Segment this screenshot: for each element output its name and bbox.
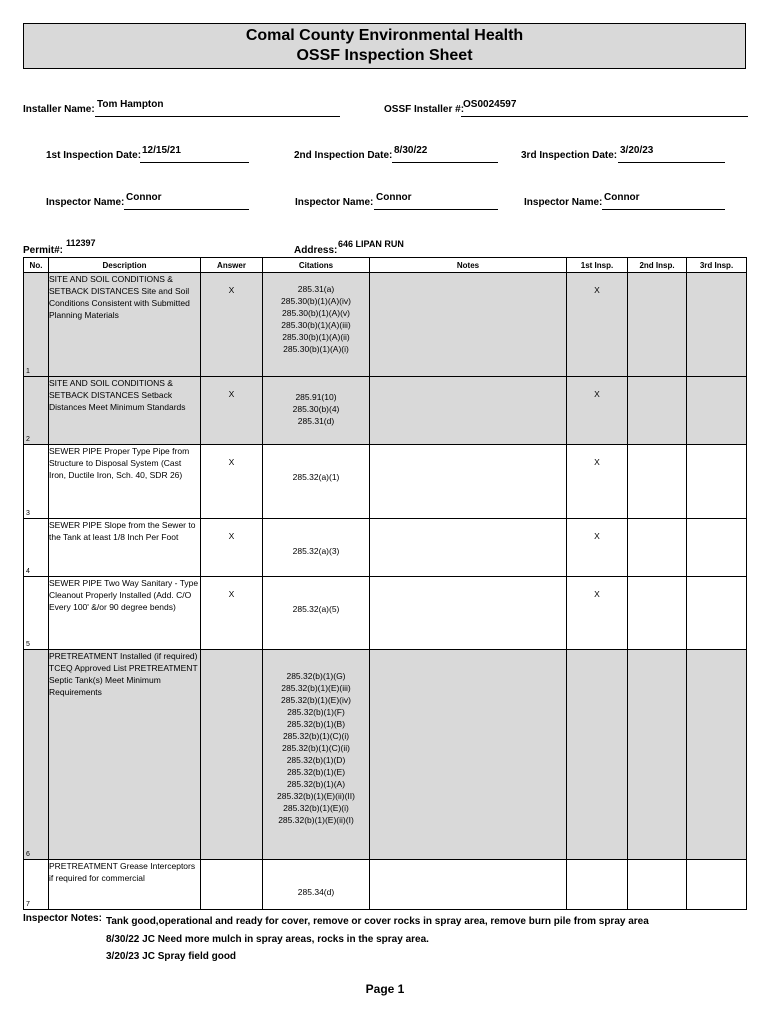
citation: 285.32(b)(1)(E) [286,767,346,777]
notes-cell[interactable] [370,445,567,519]
installer-number-value[interactable]: OS0024597 [463,99,517,110]
citations-cell [263,445,370,519]
inspector-note-line[interactable]: Tank good,operational and ready for cover, remove or cover rocks in spray area, remove burn pile from spray area [106,916,649,927]
citation: 285.30(b)(1)(A)(v) [281,308,351,318]
citation: 285.32(b)(1)(D) [286,755,346,765]
insp3-inspector-label: Inspector Name: [524,197,603,208]
citation: 285.32(a)(5) [292,604,340,614]
insp3-cell[interactable] [687,577,747,650]
row-number: 7 [26,901,30,908]
form-subtitle: OSSF Inspection Sheet [296,47,473,64]
citation: 285.91(10) [295,392,337,402]
table-row [24,577,747,650]
citation: 285.32(b)(1)(E)(ii)(II) [277,791,355,801]
answer-mark: X [228,285,235,295]
citation: 285.30(b)(4) [292,404,340,414]
answer-cell[interactable] [201,377,263,445]
insp3-date-underline [618,162,725,163]
answer-mark: X [228,389,235,399]
form-title-box [23,23,746,69]
insp3-date-label: 3rd Inspection Date: [521,150,618,161]
citation: 285.32(b)(1)(E)(i) [283,803,349,813]
insp2-date-value[interactable]: 8/30/22 [394,145,428,156]
insp2-cell[interactable] [628,273,687,377]
insp2-cell[interactable] [628,577,687,650]
insp2-inspector-label: Inspector Name: [295,197,374,208]
insp3-cell[interactable] [687,650,747,860]
citation: 285.30(b)(1)(A)(i) [283,344,349,354]
inspector-note-line[interactable]: 3/20/23 JC Spray field good [106,951,237,962]
answer-cell[interactable] [201,445,263,519]
description-cell: SEWER PIPE Slope from the Sewer to the Tank at least 1/8 Inch Per Foot [49,519,201,577]
insp1-cell[interactable] [567,650,628,860]
notes-cell[interactable] [370,650,567,860]
insp1-mark: X [594,589,600,599]
citation: 285.31(a) [297,284,335,294]
row-number: 1 [26,368,30,375]
inspection-table [23,257,747,910]
insp1-cell[interactable] [567,273,628,377]
citation: 285.32(b)(1)(E)(iv) [281,695,351,705]
citation: 285.30(b)(1)(A)(iii) [281,320,351,330]
table-row [24,273,747,377]
row-number-cell [24,273,49,377]
col-header-description: Description [49,258,201,273]
insp1-inspector-underline [124,209,249,210]
installer-name-label: Installer Name: [23,104,95,115]
installer-name-underline [95,116,340,117]
notes-cell[interactable] [370,377,567,445]
insp3-date-value[interactable]: 3/20/23 [620,145,654,156]
inspector-note-line[interactable]: 8/30/22 JC Need more mulch in spray areas, rocks in the spray area. [106,934,429,945]
permit-value[interactable]: 112397 [66,238,96,248]
table-header-row [24,258,747,273]
citation: 285.32(b)(1)(E)(ii)(I) [278,815,354,825]
answer-mark: X [228,531,235,541]
citation: 285.32(a)(3) [292,546,340,556]
answer-cell[interactable] [201,650,263,860]
answer-mark: X [228,457,235,467]
description-cell: SITE AND SOIL CONDITIONS & SETBACK DISTANCES Setback Distances Meet Minimum Standards [49,377,201,445]
form-title: Comal County Environmental Health [245,27,524,44]
citation: 285.30(b)(1)(A)(ii) [282,332,350,342]
insp2-cell[interactable] [628,377,687,445]
page-number: Page 1 [365,982,405,996]
description-cell: PRETREATMENT Installed (if required) TCEQ Approved List PRETREATMENT Septic Tank(s) Meet Minimum Requirements [49,650,201,860]
insp3-cell[interactable] [687,860,747,910]
col-header-insp2: 2nd Insp. [628,258,687,273]
permit-label: Permit#: [23,245,64,256]
table-row [24,377,747,445]
insp2-cell[interactable] [628,519,687,577]
col-header-insp1: 1st Insp. [567,258,628,273]
citations-cell [263,273,370,377]
address-label: Address: [294,245,338,256]
insp1-date-underline [140,162,249,163]
citation: 285.32(b)(1)(C)(ii) [281,743,350,753]
col-header-notes: Notes [370,258,567,273]
citations-cell [263,377,370,445]
row-number: 2 [26,436,30,443]
table-row [24,650,747,860]
inspector-notes-label: Inspector Notes: [23,913,102,924]
notes-cell[interactable] [370,273,567,377]
citation: 285.32(b)(1)(A) [286,779,346,789]
insp1-date-value[interactable]: 12/15/21 [142,145,181,156]
table-row [24,860,747,910]
col-header-no: No. [24,258,49,273]
insp2-inspector-value[interactable]: Connor [376,192,412,203]
insp1-mark: X [594,285,600,295]
insp1-date-label: 1st Inspection Date: [46,150,142,161]
notes-cell[interactable] [370,860,567,910]
insp1-mark: X [594,457,600,467]
row-number: 6 [26,851,30,858]
insp1-cell[interactable] [567,519,628,577]
insp1-mark: X [594,389,600,399]
col-header-answer: Answer [201,258,263,273]
citations-cell [263,577,370,650]
citation: 285.32(b)(1)(F) [287,707,345,717]
answer-cell[interactable] [201,273,263,377]
description-cell: SEWER PIPE Proper Type Pipe from Structure to Disposal System (Cast Iron, Ductile Iron, Sch. 40, SDR 26) [49,445,201,519]
description-cell: SITE AND SOIL CONDITIONS & SETBACK DISTANCES Site and Soil Conditions Consistent with Submitted Planning Materials [49,273,201,377]
row-number: 3 [26,510,30,517]
answer-cell[interactable] [201,519,263,577]
citation: 285.30(b)(1)(A)(iv) [281,296,351,306]
insp3-cell[interactable] [687,519,747,577]
insp3-inspector-underline [602,209,725,210]
insp2-date-underline [392,162,498,163]
citations-cell [263,519,370,577]
row-number-cell [24,377,49,445]
answer-cell[interactable] [201,577,263,650]
installer-number-label: OSSF Installer #: [384,104,465,115]
row-number-cell [24,519,49,577]
col-header-insp3: 3rd Insp. [687,258,747,273]
citation: 285.32(b)(1)(G) [286,671,346,681]
installer-name-value[interactable]: Tom Hampton [97,99,164,110]
row-number: 5 [26,641,30,648]
row-number-cell [24,577,49,650]
table-row [24,445,747,519]
citation: 285.34(d) [297,887,335,897]
citation: 285.31(d) [297,416,335,426]
insp3-cell[interactable] [687,377,747,445]
notes-cell[interactable] [370,577,567,650]
insp2-cell[interactable] [628,445,687,519]
insp2-date-label: 2nd Inspection Date: [294,150,393,161]
col-header-citations: Citations [263,258,370,273]
insp1-cell[interactable] [567,445,628,519]
insp1-cell[interactable] [567,377,628,445]
insp2-cell[interactable] [628,650,687,860]
answer-cell[interactable] [201,860,263,910]
address-value[interactable]: 646 LIPAN RUN [338,239,404,249]
insp1-cell[interactable] [567,577,628,650]
citations-cell [263,860,370,910]
insp1-cell[interactable] [567,860,628,910]
row-number-cell [24,860,49,910]
row-number: 4 [26,568,30,575]
answer-mark: X [228,589,235,599]
insp1-mark: X [594,531,600,541]
citation: 285.32(b)(1)(E)(iii) [281,683,351,693]
description-cell: SEWER PIPE Two Way Sanitary - Type Cleanout Properly Installed (Add. C/O Every 100' &/or 90 degree bends) [49,577,201,650]
insp1-inspector-label: Inspector Name: [46,197,125,208]
insp1-inspector-value[interactable]: Connor [126,192,162,203]
row-number-cell [24,650,49,860]
citation: 285.32(b)(1)(B) [286,719,346,729]
insp3-cell[interactable] [687,273,747,377]
row-number-cell [24,445,49,519]
notes-cell[interactable] [370,519,567,577]
insp2-inspector-underline [374,209,498,210]
table-row [24,519,747,577]
citations-cell [263,650,370,860]
installer-number-underline [461,116,748,117]
insp3-cell[interactable] [687,445,747,519]
citation: 285.32(a)(1) [292,472,340,482]
citation: 285.32(b)(1)(C)(i) [282,731,350,741]
insp2-cell[interactable] [628,860,687,910]
insp3-inspector-value[interactable]: Connor [604,192,640,203]
description-cell: PRETREATMENT Grease Interceptors if required for commercial [49,860,201,910]
